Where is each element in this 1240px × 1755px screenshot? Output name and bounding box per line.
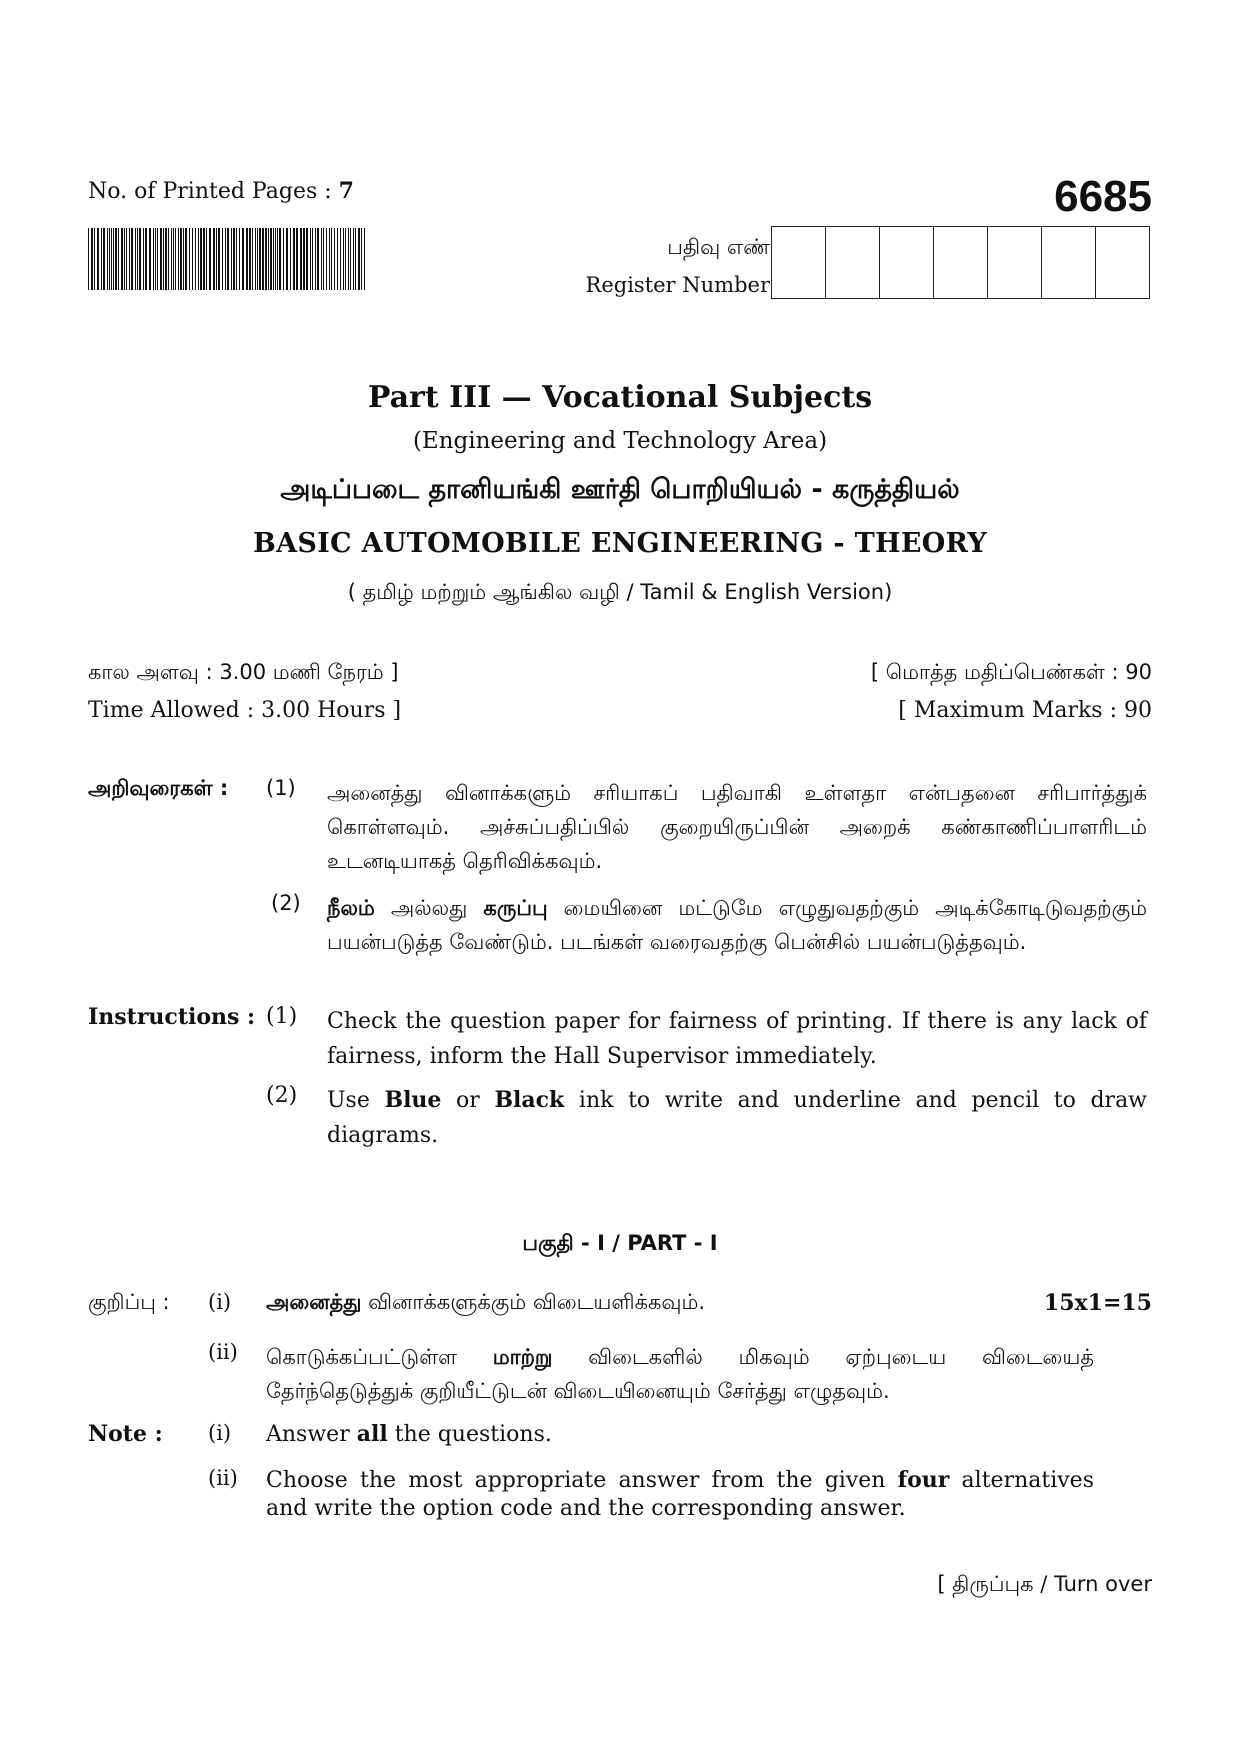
emphasis-alternative: மாற்று (492, 1345, 553, 1369)
instruction-text-english-1: Check the question paper for fairness of printing. If there is any lack of fairness, inform the Hall Supervisor immediately. (327, 1009, 1147, 1069)
note-number: (i) (208, 1421, 232, 1445)
register-number-labels (586, 228, 770, 304)
register-digit-box[interactable] (880, 227, 934, 298)
time-allowed-english: Time Allowed : 3.00 Hours ] (88, 698, 402, 723)
paper-code: 6685 (1054, 172, 1152, 221)
emphasis-all: அனைத்து (266, 1290, 362, 1314)
note-fragment: the questions. (387, 1422, 552, 1447)
register-digit-box[interactable] (934, 227, 988, 298)
note-number: (ii) (208, 1340, 238, 1364)
instruction-number: (1) (266, 1004, 298, 1029)
time-allowed-tamil: கால அளவு : 3.00 மணி நேரம் ] (88, 660, 399, 684)
instructions-label-tamil: அறிவுரைகள் : (88, 776, 229, 800)
turn-over-text: [ திருப்புக / Turn over (937, 1572, 1152, 1596)
note-fragment: Answer (266, 1422, 357, 1447)
note-text-tamil-2 (266, 1340, 1094, 1408)
subject-title-english: BASIC AUTOMOBILE ENGINEERING - THEORY (253, 528, 987, 559)
note-label-english: Note : (88, 1421, 163, 1447)
register-digit-box[interactable] (772, 227, 826, 298)
note-fragment: alternatives and write the option code and the corresponding answer. (266, 1468, 1094, 1521)
instruction-fragment: or (441, 1088, 495, 1113)
instruction-text-english-2 (327, 1083, 1147, 1153)
note-fragment: கொடுக்கப்பட்டுள்ள (266, 1345, 493, 1369)
instruction-text-tamil-2 (327, 891, 1147, 959)
instructions-label-english: Instructions : (88, 1004, 256, 1030)
instruction-fragment: Use (327, 1088, 385, 1113)
register-digit-box[interactable] (1096, 227, 1149, 298)
note-fragment: வினாக்களுக்கும் விடையளிக்கவும். (361, 1290, 706, 1314)
version-line (0, 580, 1240, 607)
note-fragment: Choose the most appropriate answer from the given (266, 1468, 898, 1493)
register-number-boxes[interactable] (771, 226, 1150, 299)
note-number: (ii) (208, 1466, 238, 1490)
note-label-tamil: குறிப்பு : (88, 1290, 170, 1314)
instruction-fragment: மையினை மட்டுமே எழுதுவதற்கும் அடிக்கோடிடுவதற்கும் பயன்படுத்த வேண்டும். படங்கள் வரைவதற்கு பென்சில் பயன்படுத்தவும். (327, 896, 1148, 954)
register-digit-box[interactable] (826, 227, 880, 298)
printed-pages-label: No. of Printed Pages : (88, 179, 339, 204)
max-marks-tamil: [ மொத்த மதிப்பெண்கள் : 90 (870, 660, 1152, 684)
emphasis-four: four (897, 1467, 950, 1493)
instruction-number: (2) (271, 891, 301, 915)
instruction-fragment: ink to write and underline and pencil to draw diagrams. (327, 1088, 1148, 1148)
part-title: Part III — Vocational Subjects (367, 380, 873, 415)
part-one-heading (0, 1230, 1240, 1258)
printed-pages-value: 7 (338, 178, 354, 204)
max-marks-english: [ Maximum Marks : 90 (898, 698, 1152, 723)
register-label-tamil: பதிவு எண் (667, 235, 770, 259)
part-one-heading-text: பகுதி - I / PART - I (522, 1231, 718, 1255)
marks-allocation: 15x1=15 (1043, 1290, 1152, 1316)
note-text-english-1 (266, 1421, 552, 1447)
register-digit-box[interactable] (988, 227, 1042, 298)
emphasis-blue: நீலம் (327, 896, 375, 920)
instruction-fragment: அல்லது (374, 896, 484, 920)
emphasis-black: Black (494, 1087, 565, 1113)
instruction-number: (1) (266, 776, 296, 800)
emphasis-black: கருப்பு (483, 896, 548, 920)
note-fragment: விடைகளில் மிகவும் ஏற்புடைய விடையைத் தேர்ந்தெடுத்துக் குறியீட்டுடன் விடையினையும் சேர்த்து எழுதவும். (266, 1345, 1095, 1403)
version-text: ( தமிழ் மற்றும் ஆங்கில வழி / Tamil & English Version) (347, 580, 893, 604)
note-number: (i) (208, 1290, 232, 1314)
emphasis-blue: Blue (384, 1087, 442, 1113)
register-label-english: Register Number (585, 273, 770, 297)
instruction-text-tamil-1: அனைத்து வினாக்களும் சரியாகப் பதிவாகி உள்ளதா என்பதனை சரிபார்த்துக் கொள்ளவும். அச்சுப்பதிப்பில் குறையிருப்பின் அறைக் கண்காணிப்பாளரிடம் உடனடியாகத் தெரிவிக்கவும். (327, 781, 1147, 873)
area-subtitle: (Engineering and Technology Area) (412, 428, 828, 454)
register-digit-box[interactable] (1042, 227, 1096, 298)
note-text-tamil-1 (266, 1290, 705, 1317)
barcode (88, 228, 368, 290)
printed-pages-line (88, 178, 354, 204)
turn-over (937, 1572, 1152, 1599)
subject-title-tamil: அடிப்படை தானியங்கி ஊர்தி பொறியியல் - கருத்தியல் (280, 474, 960, 505)
note-text-english-2 (266, 1466, 1094, 1523)
emphasis-all: all (356, 1421, 388, 1447)
instruction-number: (2) (266, 1083, 298, 1108)
